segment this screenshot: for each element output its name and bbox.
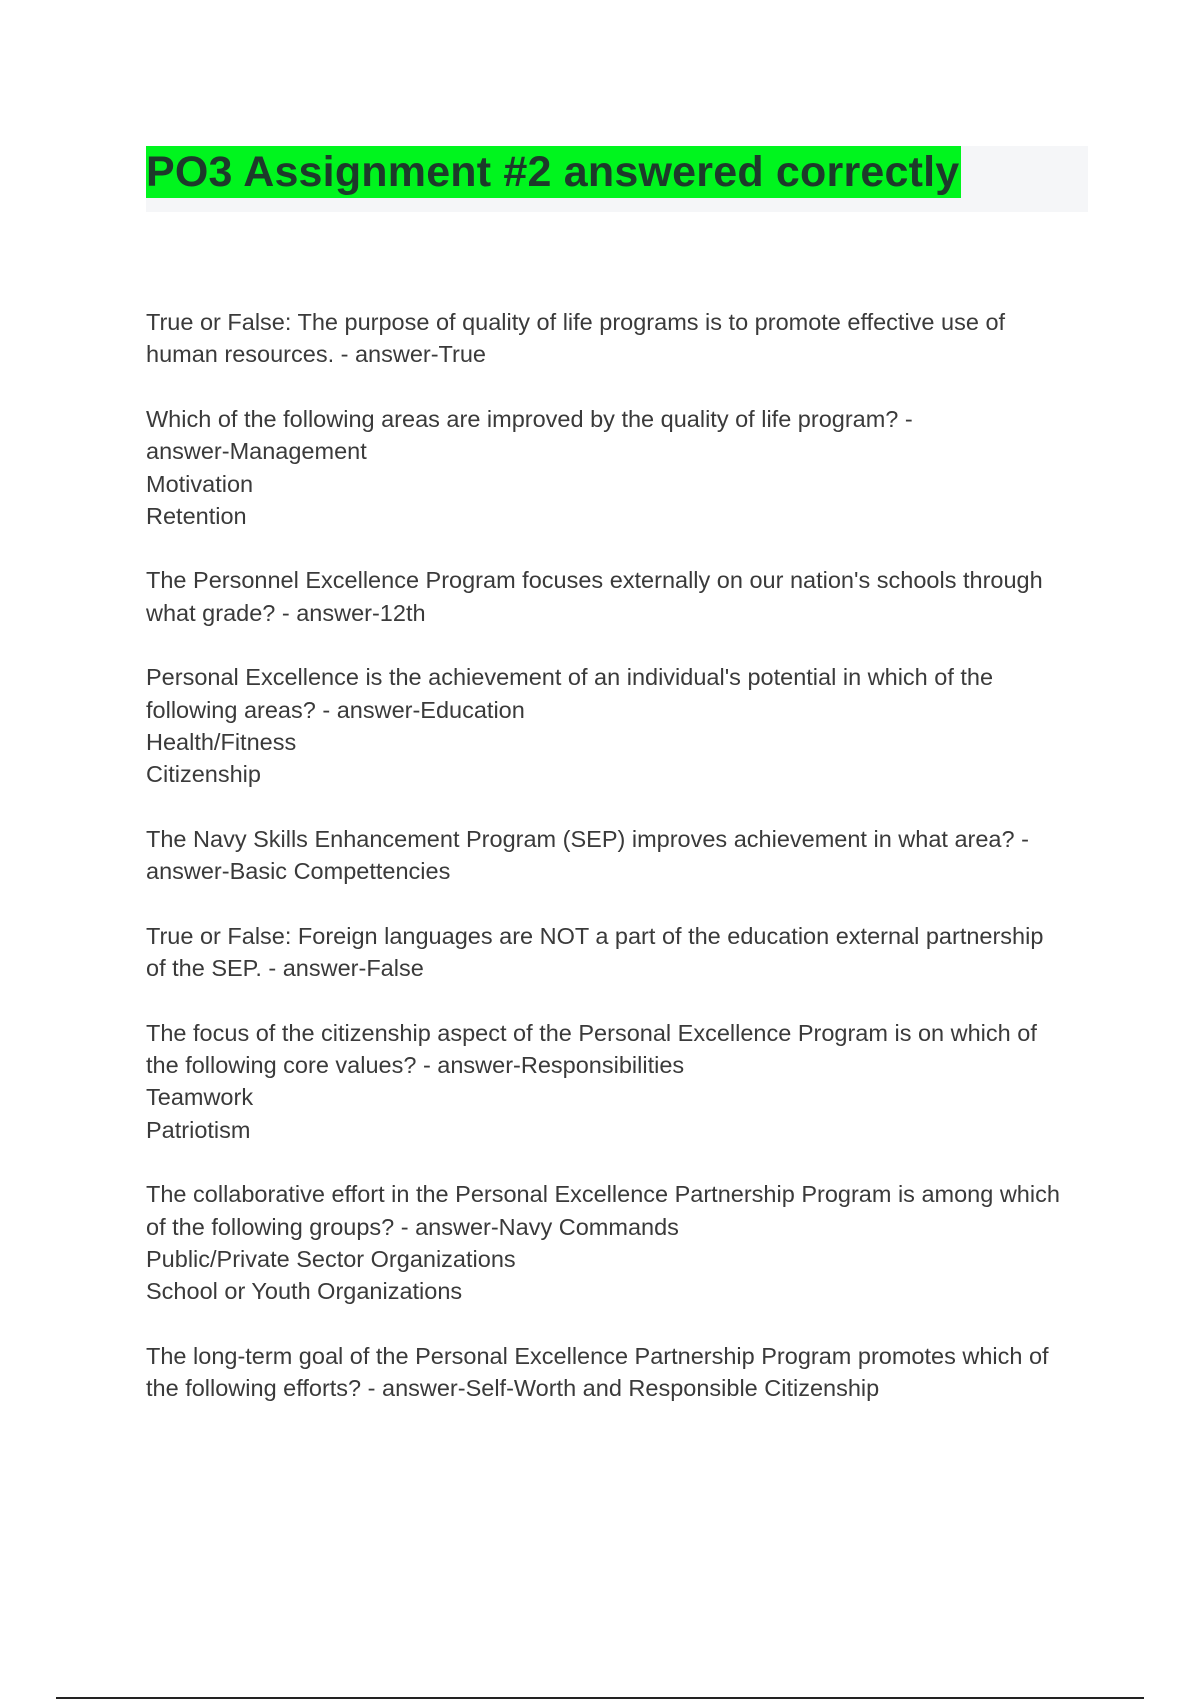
- qa-text-line: True or False: Foreign languages are NOT a part of the education external partnership: [146, 922, 1044, 949]
- qa-item: [146, 1017, 1096, 1147]
- qa-item: [146, 920, 1096, 985]
- qa-text-line: Public/Private Sector Organizations: [146, 1245, 516, 1272]
- qa-text-line: The focus of the citizenship aspect of the Personal Excellence Program is on which of: [146, 1019, 1037, 1046]
- qa-text-line: The collaborative effort in the Personal Excellence Partnership Program is among which: [146, 1181, 1060, 1208]
- qa-text-line: answer-Management: [146, 438, 367, 465]
- qa-item: [146, 564, 1096, 629]
- qa-text-line: School or Youth Organizations: [146, 1278, 463, 1305]
- qa-text-line: Patriotism: [146, 1116, 251, 1143]
- qa-text-line: Personal Excellence is the achievement of an individual's potential in which of the: [146, 664, 994, 691]
- qa-text-line: human resources. - answer-True: [146, 341, 487, 368]
- qa-text-line: Citizenship: [146, 761, 261, 788]
- qa-text-line: The Personnel Excellence Program focuses externally on our nation's schools through: [146, 567, 1043, 594]
- qa-text-line: the following efforts? - answer-Self-Worth and Responsible Citizenship: [146, 1375, 880, 1402]
- qa-text-line: Retention: [146, 503, 247, 530]
- qa-item: [146, 403, 1096, 533]
- qa-item: [146, 306, 1096, 371]
- qa-text-line: Motivation: [146, 470, 254, 497]
- qa-item: [146, 1178, 1096, 1308]
- document-title: PO3 Assignment #2 answered correctly: [146, 148, 960, 196]
- qa-text-line: of the SEP. - answer-False: [146, 955, 424, 982]
- qa-item: [146, 823, 1096, 888]
- qa-text-line: answer-Basic Compettencies: [146, 858, 451, 885]
- qa-item: [146, 1340, 1096, 1405]
- qa-text-line: The long-term goal of the Personal Excellence Partnership Program promotes which of: [146, 1342, 1049, 1369]
- qa-text-line: Which of the following areas are improved by the quality of life program? -: [146, 405, 913, 432]
- qa-text-line: Teamwork: [146, 1084, 254, 1111]
- qa-text-line: the following core values? - answer-Responsibilities: [146, 1051, 685, 1078]
- qa-text-line: Health/Fitness: [146, 729, 297, 756]
- qa-text-line: True or False: The purpose of quality of life programs is to promote effective use of: [146, 309, 1006, 335]
- qa-item: [146, 661, 1096, 791]
- qa-text-line: of the following groups? - answer-Navy Commands: [146, 1213, 679, 1240]
- qa-text-line: following areas? - answer-Education: [146, 696, 525, 723]
- qa-list: [146, 306, 1096, 1437]
- qa-text-line: what grade? - answer-12th: [146, 599, 426, 626]
- page-footer-rule: [56, 1697, 1144, 1699]
- qa-text-line: The Navy Skills Enhancement Program (SEP) improves achievement in what area? -: [146, 825, 1029, 852]
